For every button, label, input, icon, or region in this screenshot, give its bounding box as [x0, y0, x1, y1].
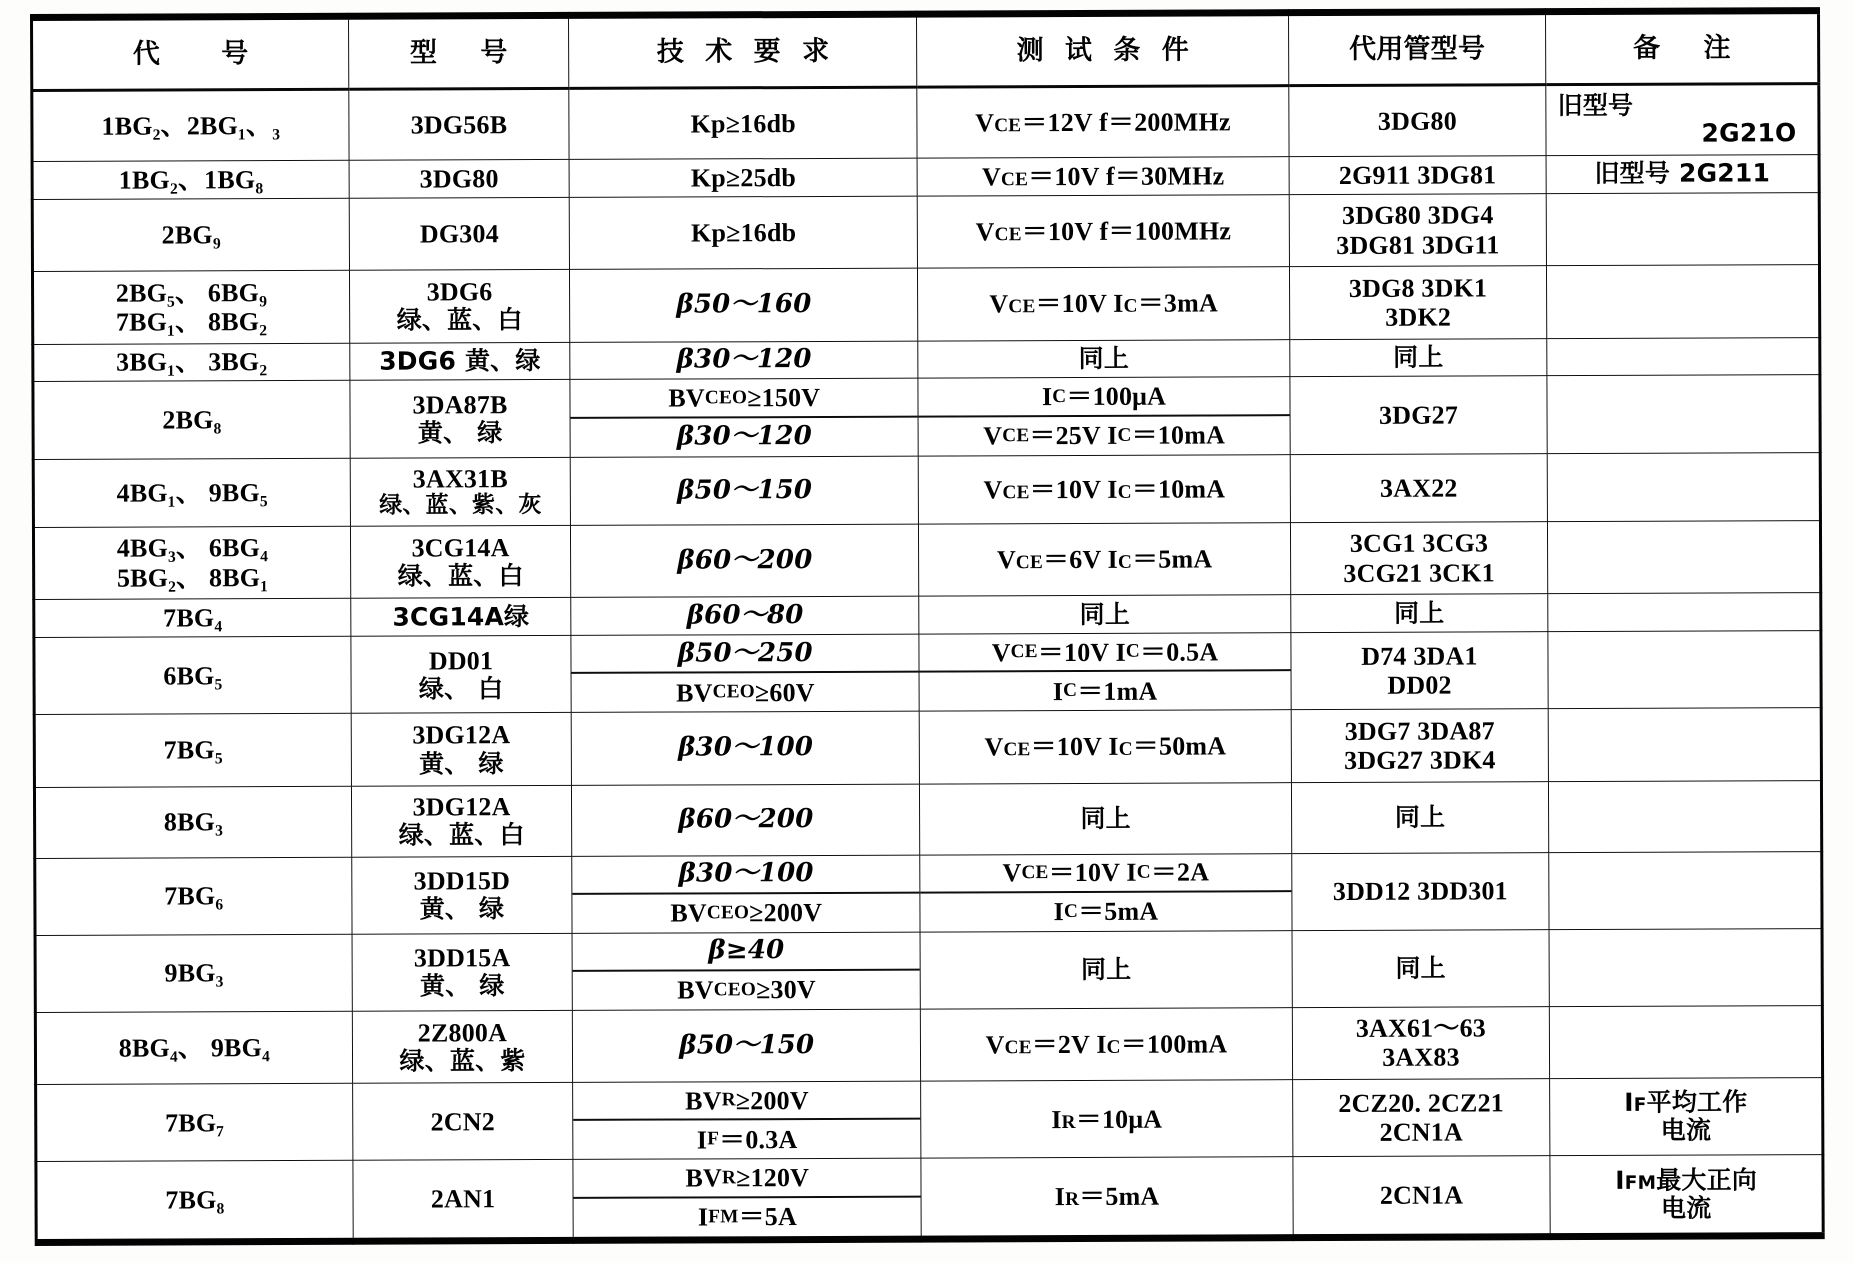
cell-substitute: 3DG80: [1288, 85, 1546, 157]
model-line-2: 黄、 绿: [419, 894, 505, 924]
cell-note: [1546, 192, 1819, 265]
model-line-2: 绿、 白: [418, 673, 504, 704]
table-row: [32, 192, 1819, 271]
cell-code: 8BG₄、 9BG₄: [35, 1011, 352, 1085]
cell-spec: [573, 1081, 921, 1159]
spec-top: BV R ≥120V: [574, 1159, 921, 1199]
header-row: [32, 11, 1819, 91]
cell-note: [1550, 1078, 1823, 1156]
cell-spec: [572, 932, 920, 1010]
cell-substitute: 3AX22: [1290, 453, 1548, 522]
condition-bottom: V CE ＝25V I C ＝10mA: [983, 420, 1226, 451]
cell-substitute: [1292, 1006, 1550, 1079]
model-line-1: 3DD15D: [413, 866, 511, 896]
cell-model: 3DG80: [349, 159, 570, 198]
substitute-line-1: 3CG1 3CG3: [1349, 528, 1489, 559]
model-line-1: DD01: [428, 645, 494, 676]
model-line-1: 3CG14A: [411, 533, 510, 563]
note-line-1: IFM最大正向: [1615, 1164, 1758, 1195]
cell-substitute: 同上: [1291, 781, 1549, 853]
cell-condition: VCE＝12V f＝200MHz: [917, 86, 1289, 158]
cell-code: 4BG₁、 9BG₅: [33, 458, 350, 528]
cell-model: [351, 785, 572, 857]
cell-note: [1549, 780, 1822, 852]
cell-condition: 同上: [918, 339, 1289, 378]
cell-model: [351, 636, 572, 714]
cell-code: 7BG₅: [34, 714, 351, 788]
cell-condition: VCE＝10V f＝100MHz: [918, 195, 1290, 269]
column-header-note: [1546, 11, 1819, 85]
cell-model: 3DG6 黄、绿: [350, 342, 571, 381]
cell-substitute: [1292, 1079, 1550, 1157]
cell-spec: β30～100: [571, 711, 919, 785]
cell-code: 1BG₂、1BG₈: [32, 160, 349, 199]
table-row: [33, 375, 1820, 459]
cell-spec: β50～150: [570, 456, 918, 526]
cell-condition: [919, 633, 1291, 712]
cell-code: 1BG₂、2BG₁、₃: [32, 89, 349, 161]
cell-note: 旧型号 2G211: [1546, 155, 1819, 194]
substitute-line-2: 3AX83: [1382, 1043, 1460, 1073]
table-row: [33, 521, 1820, 600]
model-line-1: 3AX31B: [412, 463, 508, 494]
table-header: [32, 11, 1819, 91]
cell-code: 2BG₈: [33, 381, 350, 459]
code-line-2: 7BG₁、 8BG₂: [115, 306, 268, 337]
cell-note: [1547, 337, 1820, 376]
cell-substitute: [1290, 522, 1548, 595]
cell-note: [1547, 265, 1820, 338]
cell-code: [33, 526, 350, 600]
spec-bottom: I FM ＝5A: [697, 1202, 797, 1232]
cell-note: [1550, 1155, 1823, 1237]
cell-note: [1548, 708, 1821, 781]
cell-condition: IR＝5mA: [921, 1157, 1293, 1239]
cell-code: 7BG₈: [36, 1161, 353, 1243]
model-line-2: 绿、蓝、白: [398, 820, 525, 850]
cell-spec: β60～200: [572, 784, 920, 856]
cell-note: [1547, 452, 1820, 521]
cell-substitute: [1291, 632, 1549, 710]
substitute-line-1: D74 3DA1: [1361, 641, 1478, 672]
cell-model: [350, 457, 571, 526]
cell-code: 7BG₆: [35, 857, 352, 935]
spec-top: β≥40: [573, 932, 920, 971]
cell-spec: Kp≥16db: [569, 196, 917, 270]
cell-code: 9BG₃: [35, 934, 352, 1012]
condition-top: I C ＝100μA: [919, 378, 1289, 417]
cell-code: 6BG₅: [34, 636, 351, 714]
cell-substitute: 2CN1A: [1293, 1156, 1551, 1238]
model-line-1: 3DG12A: [412, 792, 511, 822]
column-header-note-label: 备 注: [1633, 32, 1748, 64]
table-row: [36, 1155, 1823, 1243]
substitute-line-1: 3AX61～63: [1355, 1013, 1487, 1044]
column-header-code-label: 代 号: [132, 37, 275, 70]
note-line-1: 旧型号: [1557, 91, 1634, 121]
table-row: [34, 708, 1821, 787]
cell-substitute: [1289, 194, 1547, 267]
cell-model: [352, 1010, 573, 1083]
spec-bottom: I F ＝0.3A: [696, 1124, 798, 1155]
cell-model: 3DG56B: [349, 88, 570, 160]
table-row: [35, 1005, 1822, 1084]
spec-bottom: BV CEO ≥30V: [677, 975, 816, 1005]
substitute-line-2: 3CG21 3CK1: [1343, 557, 1495, 588]
spec-top: β50～250: [572, 635, 919, 674]
substitute-line-1: 2CZ20. 2CZ21: [1338, 1088, 1505, 1119]
cell-substitute: 同上: [1290, 594, 1548, 633]
cell-model: [352, 933, 573, 1011]
cell-spec: Kp≥25db: [569, 158, 917, 197]
column-header-substitute-label: 代用管型号: [1349, 33, 1486, 65]
transistor-substitution-table: [30, 7, 1825, 1246]
substitute-line-1: 3DG80 3DG4: [1341, 200, 1494, 231]
cell-model: [350, 525, 571, 598]
cell-condition: 同上: [919, 595, 1290, 634]
cell-code: 7BG₇: [36, 1083, 353, 1161]
model-line-1: 3DA87B: [412, 390, 508, 420]
table-body: [32, 84, 1823, 1243]
cell-spec: β60～80: [571, 596, 919, 635]
cell-substitute: 3DG27: [1290, 376, 1548, 454]
spec-top: BV CEO ≥150V: [571, 379, 918, 418]
column-header-spec: [569, 14, 917, 88]
cell-condition: VCE＝10V IC＝3mA: [918, 267, 1290, 341]
cell-spec: [572, 855, 920, 933]
cell-condition: VCE＝6V IC＝5mA: [919, 523, 1291, 597]
substitute-line-2: 2CN1A: [1379, 1117, 1464, 1148]
cell-note: [1548, 521, 1821, 594]
cell-code: 8BG₃: [34, 786, 351, 858]
model-line-1: 3DD15A: [413, 943, 511, 973]
column-header-condition: [917, 13, 1289, 87]
table-row: [35, 928, 1822, 1012]
model-line-1: 2Z800A: [417, 1018, 508, 1048]
note-line-2: 电流: [1660, 1115, 1712, 1145]
code-line-1: 2BG₅、 6BG₉: [115, 277, 268, 308]
cell-code: 7BG₄: [34, 599, 351, 638]
table-scan-area: [30, 7, 1825, 1246]
cell-substitute: 3DD12 3DD301: [1291, 852, 1549, 930]
column-header-spec-label: 技 术 要 求: [656, 35, 836, 68]
condition-top: V CE ＝10V I C ＝0.5A: [920, 633, 1290, 672]
code-line-1: 4BG₃、 6BG₄: [116, 533, 269, 564]
table-row: [33, 452, 1820, 527]
cell-spec: β50～150: [573, 1009, 921, 1083]
cell-note: [1549, 928, 1822, 1006]
table-row: [32, 84, 1819, 162]
model-line-2: 绿、蓝、白: [397, 561, 524, 591]
table-row: [34, 631, 1821, 715]
code-line-2: 5BG₂、 8BG₁: [116, 562, 269, 593]
cell-condition: IR＝10μA: [921, 1080, 1293, 1159]
model-line-2: 绿、蓝、紫: [399, 1046, 526, 1076]
model-line-2: 绿、蓝、紫、灰: [379, 491, 542, 519]
cell-model: [349, 270, 570, 343]
condition-top: V CE ＝10V I C ＝2A: [921, 854, 1291, 893]
cell-model: [352, 856, 573, 934]
cell-note: [1548, 593, 1821, 632]
spec-bottom: BV CEO ≥200V: [670, 898, 823, 928]
table-row: [35, 851, 1822, 935]
cell-model: 3CG14A绿: [351, 598, 572, 637]
cell-note: [1547, 375, 1820, 453]
substitute-line-1: 3DG7 3DA87: [1344, 716, 1495, 746]
cell-condition: VCE＝10V IC＝10mA: [919, 454, 1291, 524]
cell-condition: 同上: [920, 930, 1292, 1009]
model-line-2: 黄、 绿: [419, 748, 504, 779]
cell-substitute: 同上: [1289, 338, 1547, 377]
cell-spec: β60～200: [571, 524, 919, 598]
cell-note: [1550, 1005, 1823, 1078]
cell-substitute: 2G911 3DG81: [1289, 156, 1547, 195]
cell-spec: Kp≥16db: [569, 87, 917, 159]
cell-code: [32, 270, 349, 344]
cell-condition: VCE＝10V IC＝50mA: [920, 710, 1292, 784]
cell-note: [1549, 851, 1822, 929]
substitute-line-1: 3DG8 3DK1: [1348, 273, 1488, 303]
cell-spec: [573, 1158, 921, 1240]
column-header-code: [32, 16, 349, 90]
cell-model: 2AN1: [353, 1160, 574, 1242]
substitute-line-2: DD02: [1387, 670, 1452, 701]
cell-model: 2CN2: [352, 1083, 573, 1161]
cell-spec: [571, 634, 919, 712]
spec-top: BV R ≥200V: [573, 1082, 920, 1121]
cell-substitute: [1291, 709, 1549, 782]
spec-bottom: BV CEO ≥60V: [676, 677, 815, 708]
cell-condition: VCE＝2V IC＝100mA: [921, 1007, 1293, 1081]
cell-condition: [920, 853, 1292, 932]
cell-note: [1548, 631, 1821, 709]
substitute-line-2: 3DK2: [1385, 302, 1452, 332]
model-line-2: 黄、 绿: [419, 971, 505, 1001]
cell-model: [350, 380, 571, 458]
table-row: [32, 265, 1819, 344]
cell-substitute: 同上: [1292, 929, 1550, 1007]
cell-note: [1546, 84, 1819, 156]
model-line-2: 绿、蓝、白: [396, 305, 523, 336]
model-line-1: 3DG6: [426, 277, 493, 307]
cell-model: [351, 713, 572, 786]
substitute-line-2: 3DG81 3DG11: [1336, 229, 1500, 260]
model-line-1: 3DG12A: [412, 720, 511, 750]
note-line-2: 电流: [1660, 1193, 1712, 1223]
cell-condition: VCE＝10V f＝30MHz: [917, 157, 1288, 196]
cell-code: 2BG₉: [32, 198, 349, 272]
cell-model: DG304: [349, 197, 570, 270]
column-header-substitute: [1288, 12, 1546, 86]
spec-bottom: β30～120: [676, 420, 813, 452]
model-line-2: 黄、 绿: [417, 418, 503, 448]
table-row: [34, 780, 1821, 858]
condition-bottom: I C ＝1mA: [1052, 676, 1158, 706]
spec-top: β30～100: [572, 855, 919, 894]
note-line-2: 2G21O: [1701, 118, 1797, 149]
note-line-1: IF平均工作: [1624, 1087, 1748, 1118]
cell-condition: 同上: [920, 782, 1292, 854]
column-header-model: [348, 15, 569, 89]
column-header-condition-label: 测 试 条 件: [1016, 34, 1195, 67]
table-row: [36, 1078, 1823, 1162]
cell-condition: [918, 377, 1290, 456]
cell-code: 3BG₁、 3BG₂: [33, 343, 350, 382]
cell-spec: β50～160: [570, 268, 918, 342]
substitute-line-2: 3DG27 3DK4: [1344, 745, 1496, 775]
cell-substitute: [1289, 266, 1547, 339]
cell-spec: β30～120: [570, 341, 918, 380]
column-header-model-label: 型 号: [409, 36, 525, 69]
condition-bottom: I C ＝5mA: [1053, 896, 1159, 927]
cell-spec: [570, 379, 918, 457]
